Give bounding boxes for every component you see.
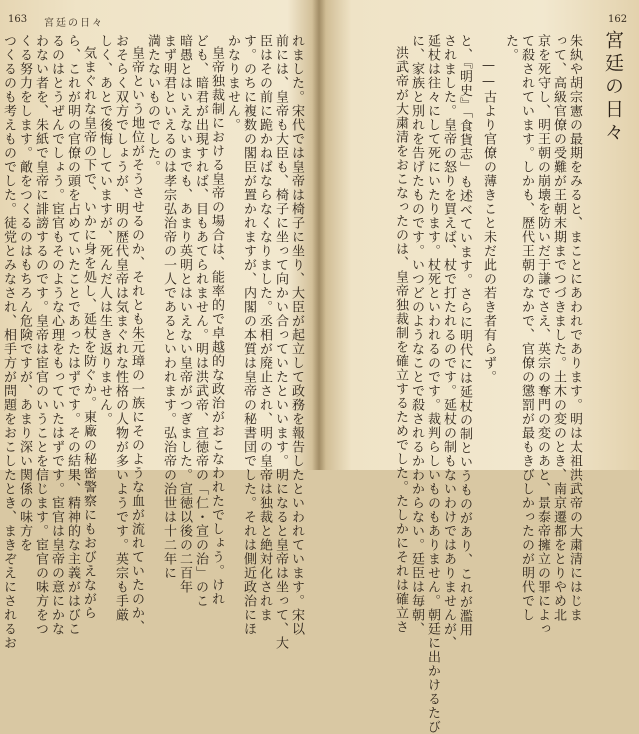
left-column-7: ども、暗君が出現すれば、目もあてられません。明は洪武帝、宣徳帝の「仁・宣の治」のこ	[193, 34, 208, 608]
left-page-number: 163	[8, 14, 28, 25]
left-column-5: かなりません。	[225, 34, 240, 132]
left-column-1: れました。宋代では皇帝は椅子に坐り、大臣が起立して政務を報告したといわれています。宋以	[289, 34, 304, 636]
left-column-13: しく、あとで後悔していますが、死んだ人は生き返りません。	[97, 34, 112, 426]
left-column-11: 皇帝という地位がそうさせるのか、それとも朱元璋の一族にそのような血が流れていたのか、	[129, 46, 144, 634]
right-column-9: 延杖は往々にして死にいたります。杖死といわれるのです。裁判らしいものもありません。朝廷に出かけるたび	[425, 34, 440, 734]
left-running-head: 宮廷の日々	[44, 18, 104, 29]
right-page-number: 162	[608, 14, 628, 25]
left-column-16: るのはとうぜんでしょう。宦官もそのような心理をもっていたはずです。宦官は皇帝の意にかな	[49, 34, 64, 636]
left-column-8: 暗愚とはいえないまでも、あまり英明とはいえない皇帝がつぎました。宣徳以後の二百年	[177, 34, 192, 594]
right-column-3: 京を死守し、明王朝の崩壊を防いだ于謙でさえ、英宗の奪門の変のあと、景泰帝擁立の罪によっ	[535, 34, 550, 636]
chapter-title: 宮廷の日々	[602, 30, 624, 145]
right-column-2: って、高級官僚の受難が王朝末期までつづきました。土木の変のとき、南京遷都をとりやめ北	[551, 34, 566, 622]
right-column-4: て殺されています。しかも、歴代王朝のなかで、官僚の懲罰が最もきびしかったのが明代でし	[519, 34, 534, 622]
right-column-5: た。	[503, 34, 518, 62]
right-column-1: 朱紈や胡宗憲の最期をみると、まことにあわれであります。明は太祖洪武帝の大粛清にはじま	[567, 34, 582, 622]
left-column-3: 臣はその前に跪かねばならなくなりました。丞相が廃止され、明の皇帝は独裁と絶対化されま	[257, 34, 272, 622]
left-column-9: まず明君といえるのは孝宗弘治帝の一人であるといわれます。弘治帝の治世は十二年に	[161, 34, 176, 580]
left-column-18: くる努力をします。敵をつくるのはもちろん危険ですが、あまり深い関係の味方を	[17, 34, 32, 552]
left-column-2: 前には、皇帝も大臣も、椅子に坐って向かい合っていたといいます。明になると皇帝は坐って、大	[273, 34, 288, 650]
left-column-14: 気まぐれな皇帝の下で、いかに身を処し、延杖を防ぐか。東廠の秘密警察にもおびえながら	[81, 46, 96, 620]
left-column-15: ら、これが明の官僚の頭を占めていたことであったはずです。その結果、精神的な主義がはびこ	[65, 34, 80, 636]
left-column-4: す。のちに複数の閣臣が置かれますが、内閣の本質は皇帝の秘書団でした。それは側近政治にほ	[241, 34, 256, 636]
left-column-17: わない者を、朱紙で皇帝に誹謗するのです。皇帝は宦官のいうことを信じます。宦官の味方をつ	[33, 34, 48, 636]
right-column-11: 洪武帝が大粛清をおこなったのは、皇帝独裁制を確立するためでした。たしかにそれは確立さ	[393, 46, 408, 634]
left-column-12: おそらく双方でしょうが、明の歴代皇帝は気まぐれな性格の人物が多いようです。英宗も手厳	[113, 34, 128, 622]
left-column-10: 満たないものでした。	[145, 34, 160, 174]
left-column-19: つくるのも考えものでした。徒党とみなされ、相手方が問題をおこしたとき、まきぞえにされるお	[1, 34, 16, 650]
left-column-6: 皇帝独裁制における皇帝の場合は、能率的で卓越的な政治がおこなわれたでしょう。けれ	[209, 46, 224, 606]
book-gutter	[312, 0, 326, 470]
right-column-7: と、『明史』「食貨志」も述べています。さらに明代には延杖の制というものがあり、これが濫用	[457, 34, 472, 637]
right-quote: ——古より官僚の薄きこと未だ此の若き者有らず。	[481, 58, 496, 384]
right-column-10: に、家族と別れを告げたものです。いつどのようなことで殺されるかわからない。廷臣は毎朝、	[409, 34, 424, 636]
right-column-8: されました。皇帝の怒りを買えば、杖で打たれるのです。延杖の制もないわけではありませんが、	[441, 34, 456, 650]
